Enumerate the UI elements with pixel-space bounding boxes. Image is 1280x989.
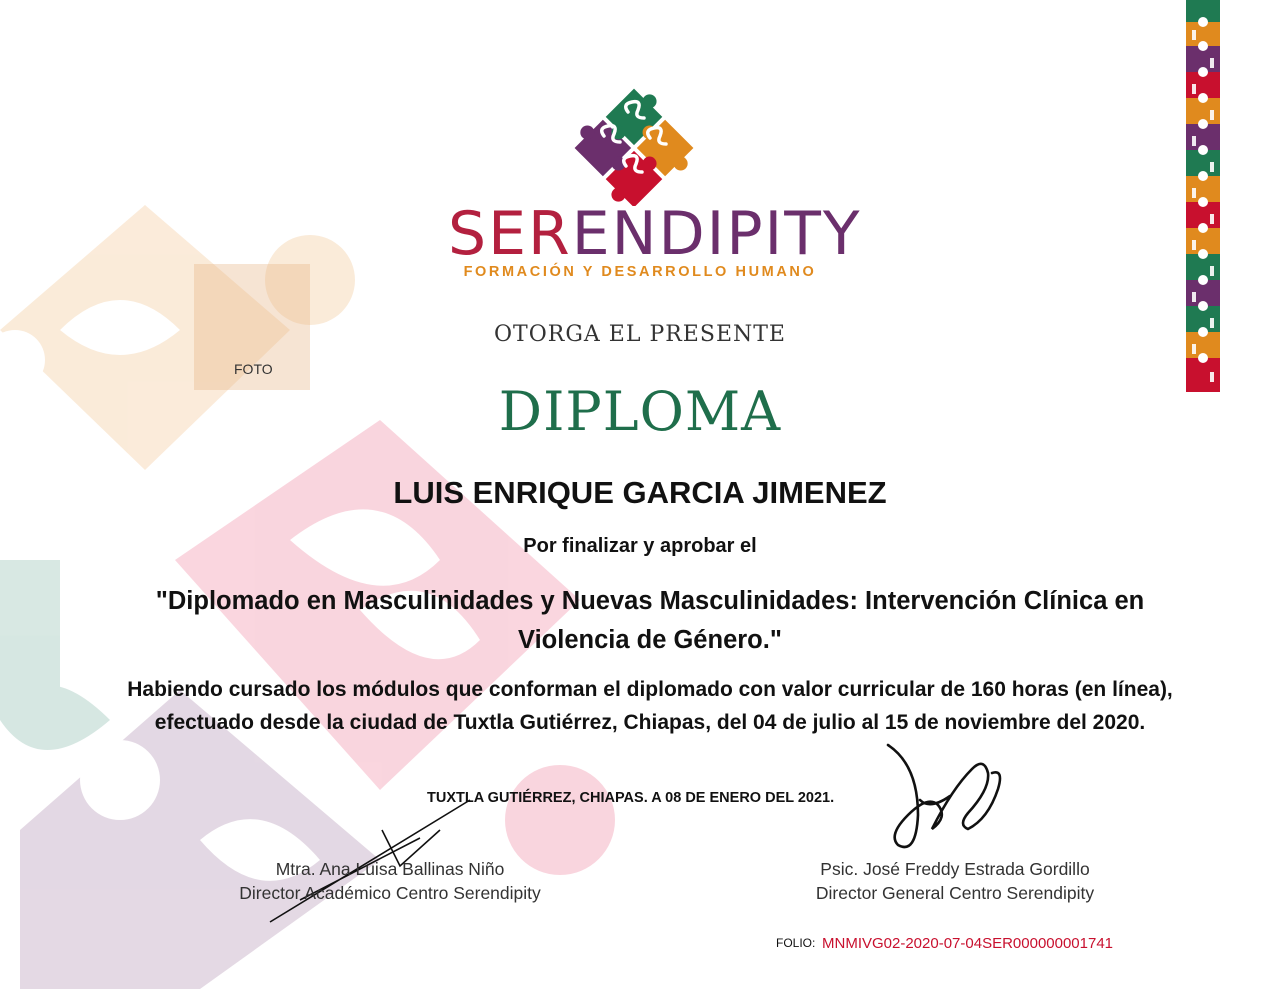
course-details: Habiendo cursado los módulos que conforman el diplomado con valor curricular de 160 horas (en línea), efectuado desde la ciudad de Tuxtla Gutiérrez, Chiapas, del 04 de julio al 15 de noviembre del 2020. [127,678,1173,734]
photo-label: FOTO [234,361,273,377]
folio-value: MNMIVG02-2020-07-04SER000000001741 [822,935,1114,952]
course-title: "Diplomado en Masculinidades y Nuevas Masculinidades: Intervención Clínica en Violencia de Género." [155,587,1145,654]
brand-subtitle: FORMACIÓN Y DESARROLLO HUMANO [463,264,817,280]
signer-left-title: Director Académico Centro Serendipity [239,883,541,903]
signer-left-name: Mtra. Ana Luisa Ballinas Niño [275,859,505,879]
recipient-name: LUIS ENRIQUE GARCIA JIMENEZ [393,475,887,510]
diploma-title: DIPLOMA [498,380,782,443]
signer-right [770,857,1140,905]
brand-name-part2: ENDIPITY [571,199,862,269]
signer-right-name: Psic. José Freddy Estrada Gordillo [820,859,1090,879]
grants-heading: OTORGA EL PRESENTE [494,322,786,347]
place-date: TUXTLA GUTIÉRREZ, CHIAPAS. A 08 DE ENERO DEL 2021. [427,790,835,806]
signer-right-title: Director General Centro Serendipity [815,883,1095,903]
folio-label: FOLIO: [776,936,816,950]
signer-left [200,857,580,905]
reason-text: Por finalizar y aprobar el [523,535,757,557]
brand-name-part1: SER [448,199,572,269]
